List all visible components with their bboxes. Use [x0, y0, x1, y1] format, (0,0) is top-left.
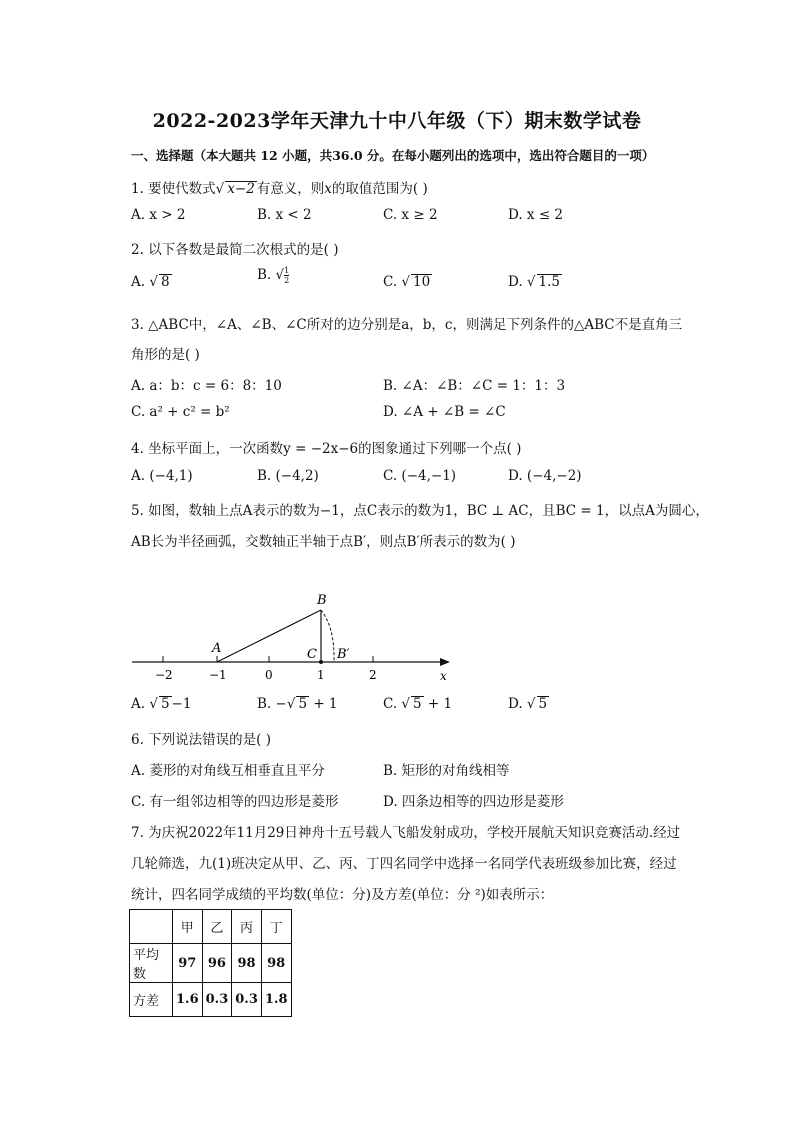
- q2-a-label: A.: [131, 274, 146, 290]
- q1-option-c[interactable]: C. x ≥ 2: [383, 207, 438, 223]
- table-cell: 98: [261, 944, 291, 983]
- table-row-label: 方差: [130, 983, 173, 1017]
- question-7-line-2: 几轮筛选，九(1)班决定从甲、乙、丙、丁四名同学中选择一名同学代表班级参加比赛，经过: [131, 856, 677, 872]
- q3-option-d[interactable]: D. ∠A + ∠B = ∠C: [383, 404, 506, 420]
- q2-option-d[interactable]: D. √ 1.5: [508, 274, 561, 290]
- q5-a-radicand: 5: [160, 696, 170, 712]
- q2-c-radicand: 10: [413, 274, 431, 290]
- q2-b-numerator: 1: [284, 266, 290, 275]
- q1-option-d[interactable]: D. x ≤ 2: [508, 207, 564, 223]
- q1-prefix: 1. 要使代数式: [131, 181, 216, 197]
- tick-label: 1: [317, 668, 325, 682]
- question-4: 4. 坐标平面上，一次函数y = −2x−6的图象通过下列哪一个点( ): [131, 441, 522, 457]
- table-header-cell: [130, 910, 173, 944]
- q5-d-label: D.: [508, 696, 523, 712]
- q2-b-label: B.: [257, 267, 272, 283]
- question-7-line-3: 统计，四名同学成绩的平均数(单位：分)及方差(单位：分 ²)如表所示：: [131, 887, 554, 903]
- question-1: [131, 177, 428, 197]
- tick-label: −1: [209, 668, 227, 682]
- q2-d-radicand: 1.5: [538, 274, 561, 290]
- q2-option-a[interactable]: A. √ 8: [131, 274, 170, 290]
- point-c-label: C: [307, 647, 317, 662]
- q1-middle: 有意义，则: [256, 181, 325, 197]
- q5-option-b[interactable]: B. −√ 5 + 1: [257, 696, 338, 712]
- q5-b-radicand: 5: [298, 696, 308, 712]
- q2-b-fraction: [284, 266, 289, 285]
- q3-option-c[interactable]: C. a² + c² = b²: [131, 404, 230, 420]
- table-header-cell: 丁: [261, 910, 291, 944]
- axis-arrow: [440, 658, 450, 666]
- point-c-dot: [319, 660, 323, 664]
- table-cell: 1.6: [173, 983, 203, 1017]
- table-cell: 0.3: [232, 983, 262, 1017]
- q1-option-b[interactable]: B. x < 2: [257, 207, 312, 223]
- q1-radicand: x−2: [227, 181, 255, 197]
- table-cell: 97: [173, 944, 203, 983]
- q1-suffix: 的取值范围为( ): [331, 181, 428, 197]
- q6-option-a[interactable]: A. 菱形的对角线互相垂直且平分: [131, 763, 325, 779]
- table-cell: 98: [232, 944, 262, 983]
- q1-var: x: [324, 181, 332, 197]
- segment-ab: [217, 610, 321, 662]
- point-a-label: A: [212, 641, 222, 656]
- q4-option-a[interactable]: A. (−4,1): [131, 468, 193, 484]
- q5-option-c[interactable]: C. √ 5 + 1: [383, 696, 453, 712]
- q5-a-tail: −1: [171, 696, 192, 712]
- exam-title: 2022-2023学年天津九十中八年级（下）期末数学试卷: [152, 110, 642, 132]
- point-b-label: B: [317, 593, 327, 608]
- q6-option-d[interactable]: D. 四条边相等的四边形是菱形: [383, 794, 564, 810]
- q5-option-d[interactable]: D. √ 5: [508, 696, 548, 712]
- question-3-line-1: 3. △ABC中，∠A、∠B、∠C所对的边分别是a，b，c，则满足下列条件的△ABC不是直角三: [131, 317, 683, 333]
- table-header-cell: 甲: [173, 910, 203, 944]
- q2-option-b[interactable]: B. √ $\frac{1}{2}$: [257, 266, 290, 285]
- table-header-cell: 丙: [232, 910, 262, 944]
- q1-option-a[interactable]: A. x > 2: [131, 207, 186, 223]
- q5-d-radicand: 5: [538, 696, 548, 712]
- q5-c-radicand: 5: [413, 696, 422, 712]
- tick-label: 2: [369, 668, 377, 682]
- q2-d-label: D.: [508, 274, 523, 290]
- q4-option-b[interactable]: B. (−4,2): [257, 468, 319, 484]
- question-5-line-2: AB长为半径画弧，交数轴正半轴于点B′，则点B′所表示的数为( ): [131, 534, 516, 550]
- question-5-line-1: 5. 如图，数轴上点A表示的数为−1，点C表示的数为1，BC ⊥ AC，且BC = 1，以点A为圆心，: [131, 503, 709, 519]
- point-b-prime-label: B′: [337, 647, 350, 662]
- question-6: 6. 下列说法错误的是( ): [131, 732, 271, 748]
- q5-a-label: A.: [131, 696, 146, 712]
- table-cell: 1.8: [261, 983, 291, 1017]
- q3-option-a[interactable]: A. a：b：c = 6：8：10: [131, 378, 282, 394]
- table-header-cell: 乙: [202, 910, 232, 944]
- table-header-row: [130, 910, 292, 944]
- section-header: 一、选择题（本大题共 12 小题，共36.0 分。在每小题列出的选项中，选出符合题目的一项）: [131, 148, 655, 163]
- q5-b-label: B. −: [257, 696, 287, 712]
- tick-label: 0: [265, 668, 273, 682]
- q1-sqrt: √ x−2: [215, 181, 255, 197]
- number-line-diagram: [130, 588, 460, 688]
- q5-option-a[interactable]: A. √ 5 −1: [131, 696, 192, 712]
- q6-option-c[interactable]: C. 有一组邻边相等的四边形是菱形: [131, 794, 339, 810]
- q5-b-tail: + 1: [309, 696, 338, 712]
- q2-b-denominator: 2: [284, 276, 290, 285]
- q2-c-label: C.: [383, 274, 398, 290]
- q5-c-tail: + 1: [423, 696, 453, 712]
- axis-label: x: [440, 669, 447, 683]
- table-row-label: 平均数: [130, 944, 173, 983]
- q2-a-radicand: 8: [160, 274, 170, 290]
- scores-table: [129, 909, 292, 1017]
- tick-label: −2: [155, 668, 173, 682]
- table-row: [130, 983, 292, 1017]
- q4-option-c[interactable]: C. (−4,−1): [383, 468, 457, 484]
- arc-b-to-b-prime: [321, 610, 334, 662]
- q2-option-c[interactable]: C. √ 10: [383, 274, 431, 290]
- question-3-line-2: 角形的是( ): [131, 347, 200, 363]
- q5-c-label: C.: [383, 696, 398, 712]
- q4-option-d[interactable]: D. (−4,−2): [508, 468, 582, 484]
- table-row: [130, 944, 292, 983]
- table-cell: 96: [202, 944, 232, 983]
- q6-option-b[interactable]: B. 矩形的对角线相等: [383, 763, 510, 779]
- question-7-line-1: 7. 为庆祝2022年11月29日神舟十五号载人飞船发射成功，学校开展航天知识竞赛活动.经过: [131, 825, 681, 841]
- q3-option-b[interactable]: B. ∠A：∠B：∠C = 1：1：3: [383, 378, 566, 394]
- question-2: 2. 以下各数是最简二次根式的是( ): [131, 242, 339, 258]
- table-cell: 0.3: [202, 983, 232, 1017]
